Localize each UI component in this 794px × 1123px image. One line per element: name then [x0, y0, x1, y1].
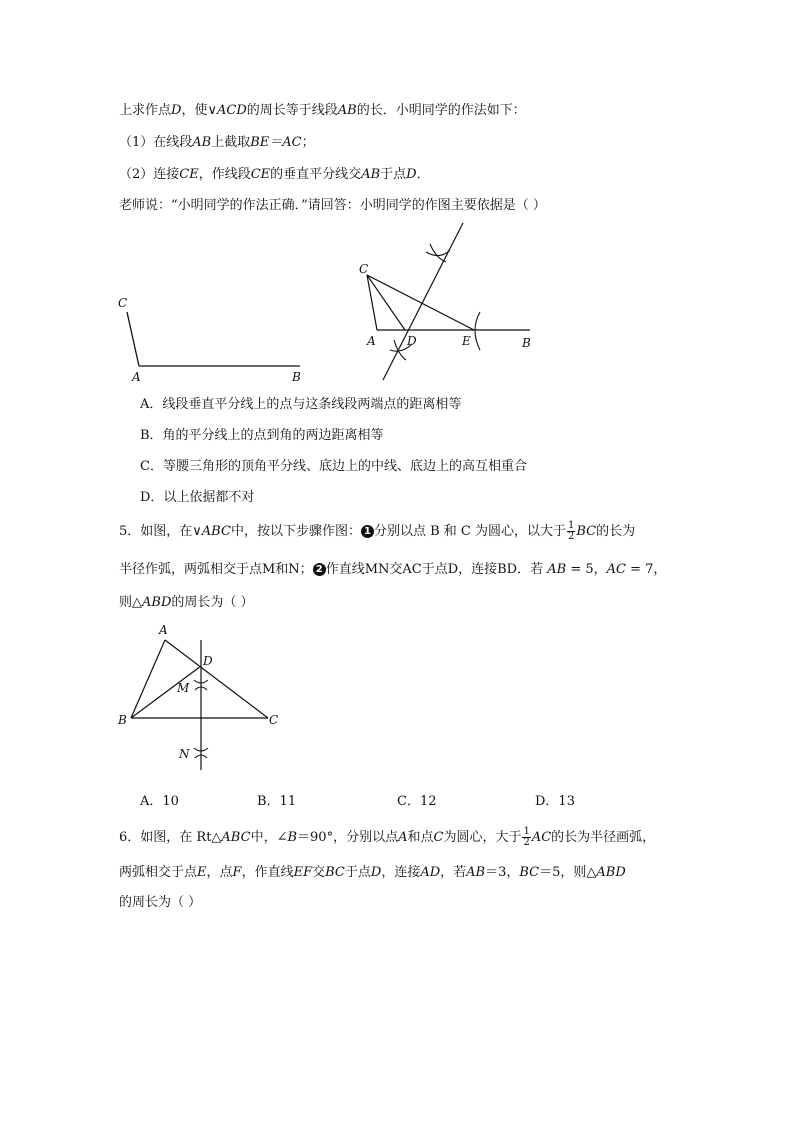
label-d: D — [203, 654, 213, 668]
text: 的长为半径画弧， — [551, 830, 656, 845]
text: ＝3， — [485, 865, 520, 880]
q5-answer-b[interactable]: B．11 — [257, 794, 297, 809]
label-a: A — [367, 334, 376, 348]
text: = 7， — [625, 562, 667, 577]
text: F — [232, 865, 242, 880]
text: ABD — [142, 595, 172, 610]
q4-option-d[interactable]: D．以上依据都不对 — [140, 490, 255, 505]
text: ACD — [216, 103, 247, 118]
label-c: C — [359, 262, 369, 276]
circled-number-2: 2 — [313, 563, 326, 576]
label-a: A — [159, 623, 168, 637]
text: AC — [531, 830, 552, 845]
q4-step-2 — [119, 166, 430, 184]
q5-figure — [115, 620, 295, 775]
text: BE＝AC — [250, 135, 302, 150]
text: 5．如图，在 — [119, 524, 193, 539]
text: CE — [250, 167, 271, 182]
label-b: B — [118, 713, 127, 727]
text: EF — [293, 865, 313, 880]
label-a: A — [132, 370, 141, 384]
text: ＝5，则 — [539, 865, 587, 880]
text: AB — [466, 865, 486, 880]
denominator: 2 — [567, 531, 575, 542]
q4-option-a[interactable]: A．线段垂直平分线上的点与这条线段两端点的距离相等 — [140, 397, 462, 412]
triangle-symbol: ∨ — [207, 103, 217, 118]
label-b: B — [522, 336, 531, 350]
fraction-half — [522, 827, 530, 848]
text: D — [370, 865, 382, 880]
text: 两弧相交于点 — [119, 865, 198, 880]
text: = 5， — [566, 562, 607, 577]
q5-line-3 — [119, 594, 254, 612]
q4-figure-left — [110, 290, 310, 390]
q4-option-c[interactable]: C．等腰三角形的顶角平分线、底边上的中线、底边上的高互相重合 — [140, 459, 527, 474]
q4-line-1 — [119, 102, 526, 120]
text: ，连接 — [381, 865, 421, 880]
label-c: C — [118, 296, 128, 310]
text: （2）连接 — [119, 167, 180, 182]
q6-line-3: 的周长为（ ） — [119, 895, 202, 910]
text: AB — [547, 562, 567, 577]
q4-option-b[interactable]: B．角的平分线上的点到角的两边距离相等 — [140, 428, 384, 443]
text: 分别以点 B 和 C 为圆心，以大于 — [373, 524, 566, 539]
triangle-symbol: △ — [132, 595, 143, 610]
text: 上截取 — [211, 135, 251, 150]
triangle-symbol: △ — [211, 830, 222, 845]
q5-answer-a[interactable]: A．10 — [140, 794, 179, 809]
q5-line-2 — [119, 561, 666, 579]
text: ． — [416, 167, 430, 182]
numerator: 1 — [567, 520, 575, 531]
text: 于点 — [380, 167, 407, 182]
segment-ab — [131, 640, 165, 718]
q5-line-1 — [119, 521, 635, 542]
label-c: C — [269, 713, 279, 727]
denominator: 2 — [523, 837, 530, 848]
label-n: N — [179, 747, 190, 761]
text: ABC — [201, 524, 231, 539]
numerator: 1 — [523, 826, 530, 837]
text: ∠B — [276, 830, 298, 845]
segment-ce — [367, 275, 474, 330]
text: ，点 — [206, 865, 233, 880]
triangle-symbol: △ — [586, 865, 597, 880]
text: ＝90°，分别以点 — [297, 830, 399, 845]
text: D — [406, 167, 417, 182]
fraction-half — [567, 521, 575, 542]
circled-number-1: 1 — [361, 525, 374, 538]
text: 作直线MN交AC于点D，连接BD．若 — [325, 562, 544, 577]
text: 于点 — [344, 865, 371, 880]
text: 的长．小明同学的作法如下： — [356, 103, 526, 118]
text: 和点 — [407, 830, 434, 845]
q6-line-1 — [119, 827, 655, 848]
text: ，作线段 — [198, 167, 251, 182]
text: 的周长为（ ） — [171, 595, 254, 610]
text: 上求作点 — [119, 103, 172, 118]
text: 中，按以下步骤作图： — [230, 524, 361, 539]
text: 半径作弧，两弧相交于点M和N； — [119, 562, 313, 577]
text: AC — [606, 562, 626, 577]
text: AD — [420, 865, 441, 880]
q5-answer-d[interactable]: D．13 — [535, 794, 575, 809]
text: 则 — [119, 595, 133, 610]
text: （1）在线段 — [119, 135, 193, 150]
text: CE — [179, 167, 199, 182]
text: 的垂直平分线交 — [270, 167, 362, 182]
text: ABC — [221, 830, 251, 845]
text: ，若 — [440, 865, 467, 880]
text: BC — [519, 865, 540, 880]
q6-line-2 — [119, 864, 626, 882]
text: A — [398, 830, 408, 845]
label-d: D — [407, 334, 417, 348]
q4-figure-right — [350, 220, 540, 385]
q4-step-1 — [119, 134, 315, 152]
segment-cd — [367, 275, 405, 330]
text: ； — [301, 135, 315, 150]
arc-at-e — [475, 312, 480, 350]
text: ABD — [596, 865, 626, 880]
text: AB — [192, 135, 212, 150]
text: 的周长等于线段 — [246, 103, 338, 118]
text: 交 — [312, 865, 326, 880]
text: E — [197, 865, 207, 880]
segment-bd — [131, 666, 201, 718]
triangle-symbol: ∨ — [192, 524, 202, 539]
text: 为圆心，大于 — [443, 830, 522, 845]
text: ，使 — [181, 103, 208, 118]
text: AB — [337, 103, 357, 118]
segment-ca — [127, 312, 139, 366]
q5-answer-c[interactable]: C．12 — [397, 794, 437, 809]
text: ，作直线 — [241, 865, 294, 880]
text: 6．如图，在 Rt — [119, 830, 212, 845]
text: 中， — [250, 830, 277, 845]
label-m: M — [177, 681, 190, 695]
label-e: E — [462, 334, 471, 348]
perpendicular-bisector — [383, 223, 463, 380]
text: AB — [361, 167, 381, 182]
text: BC — [325, 865, 345, 880]
text: 的长为 — [596, 524, 636, 539]
q4-teacher-line: 老师说：“小明同学的作法正确．”请回答：小明同学的作图主要依据是（ ） — [119, 198, 546, 213]
label-b: B — [292, 370, 301, 384]
segment-ac — [165, 640, 268, 718]
text: C — [433, 830, 444, 845]
arc-mark-top — [426, 244, 450, 262]
text: BC — [576, 524, 597, 539]
text: D — [171, 103, 182, 118]
